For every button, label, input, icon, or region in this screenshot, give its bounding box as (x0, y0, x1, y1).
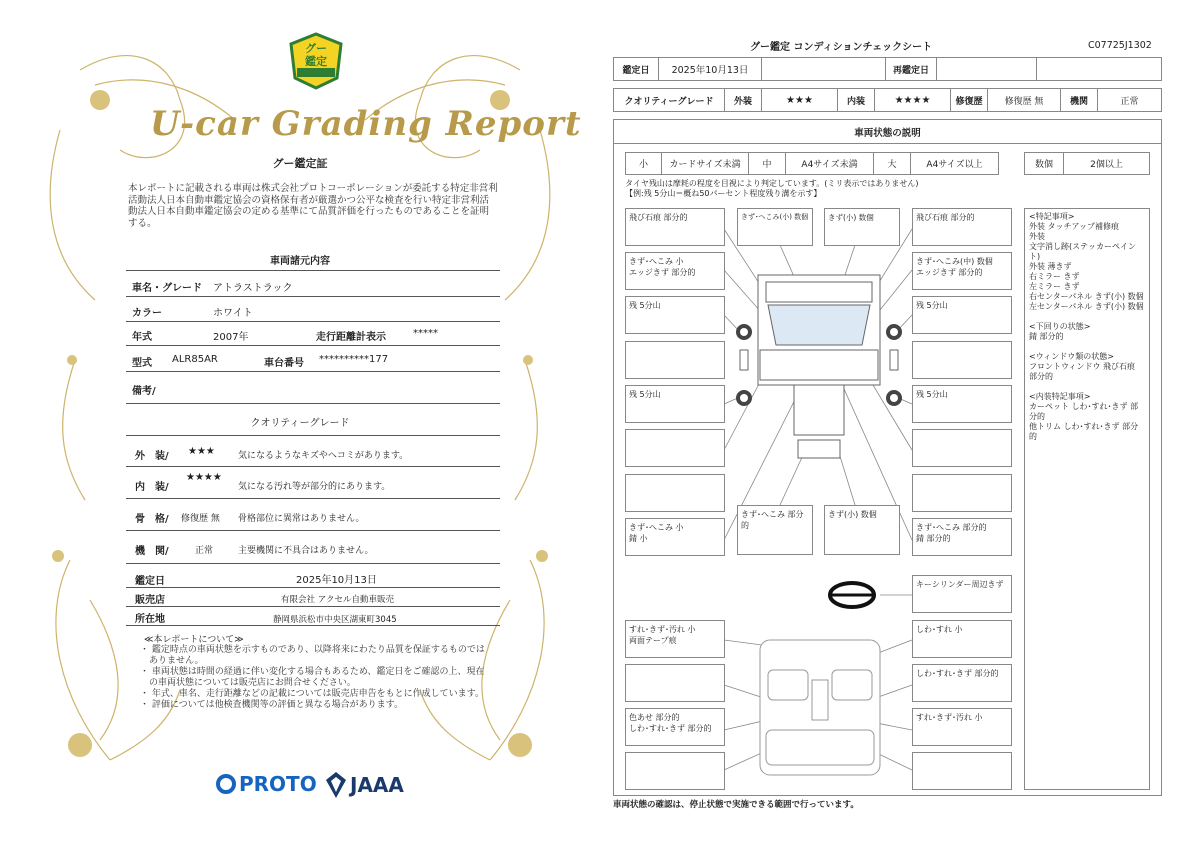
ext-box-l3: 残 5分山 (625, 296, 725, 334)
size-large: 大 (873, 152, 911, 175)
color-label: カラー (132, 308, 162, 319)
int-box-key: キーシリンダー周辺きず (912, 575, 1012, 613)
quality-label: クオリティーグレード (613, 88, 725, 112)
repair-value: 修復歴 無 (987, 88, 1061, 112)
ext-box-t1: きず･へこみ(小) 数個 (737, 208, 813, 246)
address-label: 所在地 (135, 614, 165, 625)
ext-box-l8: きず･へこみ 小 錆 小 (625, 518, 725, 556)
ext-box-l6 (625, 429, 725, 467)
dealer-value: 有限会社 アクセル自動車販売 (281, 595, 394, 605)
ext-box-l7 (625, 474, 725, 512)
mileage-value: ***** (413, 328, 438, 339)
model-value: ALR85AR (172, 354, 218, 365)
sheet-footer: 車両状態の確認は、停止状態で実施できる範囲で行っています。 (613, 800, 859, 810)
ext-box-l5: 残 5分山 (625, 385, 725, 423)
ext-box-l2: きず･へこみ 小 エッジきず 部分的 (625, 252, 725, 290)
sheet-title: グー鑑定 コンディションチェックシート (750, 42, 933, 53)
condition-check-sheet (600, 0, 1200, 848)
ext-stars: ★★★ (188, 446, 215, 457)
int-box-r4 (912, 752, 1012, 790)
size-mid-desc: A4サイズ未満 (785, 152, 874, 175)
ext-box-l1: 飛び石痕 部分的 (625, 208, 725, 246)
ext-box-l4 (625, 341, 725, 379)
size-mid: 中 (748, 152, 786, 175)
int-label: 内装 (837, 88, 875, 112)
section-title: 車両状態の説明 (613, 119, 1162, 144)
about-note-3: ・ 年式、車名、走行距離などの記載については販売店申告をもとに作成しています。 (140, 689, 484, 699)
name-label: 車名・グレード (132, 283, 202, 294)
date-label: 鑑定日 (135, 576, 165, 587)
engine-desc: 主要機関に不具合はありません。 (238, 546, 374, 556)
int-box-r1: しわ･すれ 小 (912, 620, 1012, 658)
about-note-2: ・ 車両状態は時間の経過に伴い変化する場合もあるため、鑑定日をご確認の上、現在の車両状態については販売店にお問合せください。 (140, 667, 485, 688)
mileage-label: 走行距離計表示 (316, 332, 386, 343)
spec-heading: 車両諸元内容 (270, 256, 330, 267)
size-small: 小 (625, 152, 662, 175)
ext-label: 外 装/ (135, 451, 169, 462)
int-box-r2: しわ･すれ･きず 部分的 (912, 664, 1012, 702)
jaaa-logo-text: JAAA (350, 773, 404, 797)
about-notes (140, 645, 488, 711)
int-label: 内 装/ (135, 482, 169, 493)
jaaa-logo (326, 772, 404, 798)
color-value: ホワイト (213, 308, 253, 319)
ext-box-r1: 飛び石痕 部分的 (912, 208, 1012, 246)
size-small-desc: カードサイズ未満 (661, 152, 749, 175)
frame-label: 骨 格/ (135, 514, 169, 525)
repair-label: 修復歴 (950, 88, 988, 112)
cert-intro: 本レポートに記載される車両は株式会社プロトコーポレーションが委託する特定非営利活動法人日本自動車鑑定協会の資格保有者が厳選かつ公平な検査を行い特定非営利活動法人日本自動車鑑定協会の定める基準にて品質評価を行ったものであることを証明する。 (128, 183, 498, 229)
about-note-1: ・ 鑑定時点の車両状態を示すものであり、以降将来にわたり品質を保証するものではありません。 (140, 645, 485, 666)
special-notes: <特記事項> 外装 タッチアップ補修痕 外装 文字消し跡(ステッカーペイント) 外装 薄きず 右ミラー きず 左ミラー きず 右センターパネル きず(小) 数個 左センターパネル きず(小) 数個 <下回りの状態> 錆 部分的 <ウィンドウ類の状態> フロントウィンドウ 飛び石痕 部分的 <内装特記事項> カーペット しわ･すれ･きず 部分的 他トリム しわ･すれ･きず 部分的 (1024, 208, 1150, 790)
int-stars: ★★★★ (186, 472, 222, 483)
int-box-r3: すれ･きず･汚れ 小 (912, 708, 1012, 746)
chassis-value: **********177 (319, 354, 389, 365)
remarks-label: 備考/ (132, 386, 156, 397)
about-note-4: ・ 評価については他検査機関等の評価と異なる場合があります。 (140, 700, 403, 710)
ext-box-r6 (912, 429, 1012, 467)
year-label: 年式 (132, 332, 152, 343)
ext-box-b1: きず･へこみ 部分的 (737, 505, 813, 555)
ext-box-r2: きず･へこみ(中) 数個 エッジきず 部分的 (912, 252, 1012, 290)
int-stars: ★★★★ (874, 88, 951, 112)
engine-value: 正常 (1097, 88, 1162, 112)
dealer-label: 販売店 (135, 595, 165, 606)
int-box-l1: すれ･きず･汚れ 小 両面テープ痕 (625, 620, 725, 658)
model-label: 型式 (132, 358, 152, 369)
size-large-desc: A4サイズ以上 (910, 152, 999, 175)
count-desc: 2個以上 (1063, 152, 1150, 175)
frame-desc: 骨格部位に異常はありません。 (238, 514, 365, 524)
int-desc: 気になる汚れ等が部分的にあります。 (238, 482, 391, 492)
date-label: 鑑定日 (613, 57, 659, 81)
tire-note: タイヤ残山は摩耗の程度を目視により判定しています。(ミリ表示ではありません) 【例:残 5分山＝概ね50パーセント程度残り溝を示す】 (625, 179, 919, 198)
count-label: 数個 (1024, 152, 1064, 175)
ext-box-t2: きず(小) 数個 (824, 208, 900, 246)
ext-box-r8: きず･へこみ 部分的 錆 部分的 (912, 518, 1012, 556)
engine-label: 機 関/ (135, 546, 169, 557)
name-value: アトラストラック (213, 283, 293, 294)
date-value: 2025年10月13日 (658, 57, 762, 81)
date-value: 2025年10月13日 (296, 575, 377, 586)
ext-box-r3: 残 5分山 (912, 296, 1012, 334)
report-script-title: U-car Grading Report (150, 104, 582, 144)
int-box-l3: 色あせ 部分的 しわ･すれ･きず 部分的 (625, 708, 725, 746)
goo-badge (289, 32, 343, 90)
engine-label: 機関 (1060, 88, 1098, 112)
ext-stars: ★★★ (761, 88, 838, 112)
proto-logo (216, 772, 317, 796)
ext-box-r4 (912, 341, 1012, 379)
year-value: 2007年 (213, 332, 249, 343)
proto-logo-text: PROTO (239, 772, 317, 796)
about-heading: ≪本レポートについて≫ (144, 635, 244, 645)
ext-box-r7 (912, 474, 1012, 512)
int-box-l4 (625, 752, 725, 790)
sheet-code: C07725J1302 (1088, 40, 1152, 51)
frame-value: 修復歴 無 (181, 514, 220, 524)
ext-box-r5: 残 5分山 (912, 385, 1012, 423)
ext-desc: 気になるようなキズやヘコミがあります。 (238, 451, 409, 461)
badge-text: グー 鑑定 (305, 42, 327, 68)
proto-mark-icon (216, 774, 236, 794)
quality-heading: クオリティーグレード (250, 418, 350, 429)
redate-label: 再鑑定日 (885, 57, 937, 81)
address-value: 静岡県浜松市中央区湖東町3045 (273, 615, 397, 625)
cert-heading: グー鑑定証 (272, 157, 328, 170)
jaaa-mark-icon (326, 772, 346, 798)
engine-value: 正常 (195, 546, 214, 556)
chassis-label: 車台番号 (264, 358, 304, 369)
ext-label: 外装 (724, 88, 762, 112)
ext-box-b2: きず(小) 数個 (824, 505, 900, 555)
int-box-l2 (625, 664, 725, 702)
